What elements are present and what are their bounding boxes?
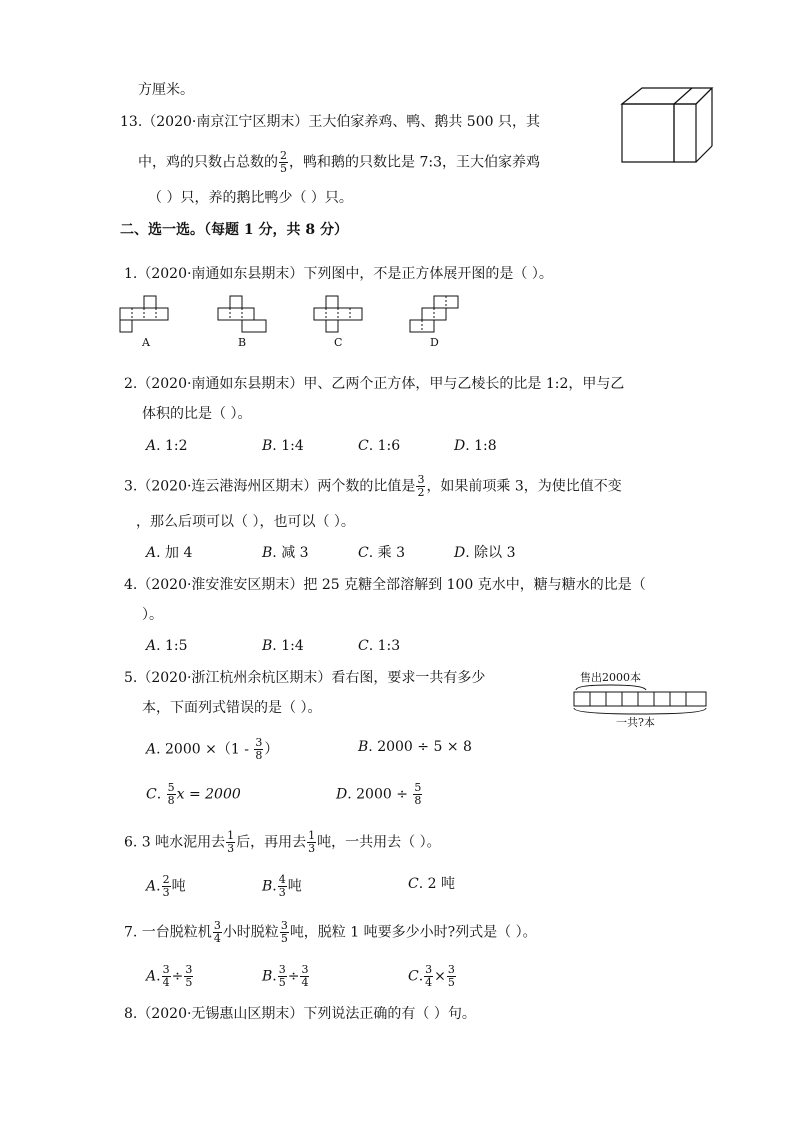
fraction: $\frac{3}{4}$ bbox=[425, 963, 433, 989]
q13-line2: 中，鸡的只数占总数的 $\frac{2}{5}$ ，鸭和鹅的只数比是 7:3，王大伯家养鸡 bbox=[138, 149, 540, 175]
net-label-d: D bbox=[430, 336, 439, 349]
q7-text: 7. 一台脱粒机 $\frac{3}{4}$ 小时脱粒 $\frac{3}{5}$ 吨，脱粒 1 吨要多少小时?列式是（ ）。 bbox=[124, 919, 537, 945]
fraction: $\frac{3}{8}$ bbox=[255, 736, 263, 762]
q7-option-b[interactable]: B. $\frac{3}{5}$ ÷ $\frac{3}{4}$ bbox=[262, 963, 309, 989]
q3-line1: 3.（2020·连云港海州区期末）两个数的比值是 $\frac{3}{2}$ ，如果前项乘 3，为使比值不变 bbox=[124, 473, 622, 499]
q7-option-c[interactable]: C. $\frac{3}{4}$ × $\frac{3}{5}$ bbox=[408, 963, 455, 989]
q8-text: 8.（2020·无锡惠山区期末）下列说法正确的有（ ）句。 bbox=[124, 1006, 476, 1022]
q3-option-b[interactable]: B. 减 3 bbox=[262, 545, 309, 561]
fraction: $\frac{2}{3}$ bbox=[162, 873, 170, 899]
net-label-a: A bbox=[142, 336, 150, 349]
q6-option-b[interactable]: B. $\frac{4}{3}$ 吨 bbox=[262, 873, 302, 899]
q3-option-d[interactable]: D. 除以 3 bbox=[454, 545, 516, 561]
q5-figure-top-label: 售出2000本 bbox=[580, 671, 641, 684]
q6-option-c[interactable]: C. 2 吨 bbox=[408, 876, 455, 892]
q1-text: 1.（2020·南通如东县期末）下列图中，不是正方体展开图的是（ ）。 bbox=[124, 266, 553, 282]
net-c bbox=[314, 296, 362, 332]
q5-line2: 本，下面列式错误的是（ ）。 bbox=[142, 700, 322, 716]
cube-nets bbox=[118, 294, 478, 336]
fraction: $\frac{2}{5}$ bbox=[280, 149, 287, 175]
fraction: $\frac{3}{4}$ bbox=[213, 919, 221, 945]
fraction: $\frac{3}{4}$ bbox=[162, 963, 170, 989]
fraction: $\frac{5}{8}$ bbox=[167, 781, 175, 807]
net-label-c: C bbox=[334, 336, 343, 349]
q4-line2: ）。 bbox=[142, 607, 163, 623]
q5-line1: 5.（2020·浙江杭州余杭区期末）看右图，要求一共有多少 bbox=[124, 670, 486, 686]
q3-option-c[interactable]: C. 乘 3 bbox=[358, 545, 405, 561]
net-b bbox=[218, 296, 266, 332]
q2-line2: 体积的比是（ ）。 bbox=[142, 406, 252, 422]
q13-line3: （ ）只，养的鹅比鸭少（ ）只。 bbox=[148, 190, 353, 206]
q2-option-b[interactable]: B. 1:4 bbox=[262, 438, 304, 454]
q5-figure-bottom-label: 一共?本 bbox=[616, 716, 655, 729]
fraction: $\frac{4}{3}$ bbox=[278, 873, 286, 899]
q4-option-c[interactable]: C. 1:3 bbox=[358, 638, 401, 654]
fraction: $\frac{1}{3}$ bbox=[227, 829, 235, 855]
q3-option-a[interactable]: A. 加 4 bbox=[146, 545, 193, 561]
q6-option-a[interactable]: A. $\frac{2}{3}$ 吨 bbox=[146, 873, 186, 899]
q2-line1: 2.（2020·南通如东县期末）甲、乙两个正方体，甲与乙棱长的比是 1:2，甲与乙 bbox=[124, 376, 625, 392]
q2-option-c[interactable]: C. 1:6 bbox=[358, 438, 401, 454]
fraction: $\frac{3}{5}$ bbox=[280, 919, 288, 945]
net-d bbox=[410, 296, 458, 332]
q13-line1: 13.（2020·南京江宁区期末）王大伯家养鸡、鸭、鹅共 500 只，其 bbox=[120, 114, 540, 130]
q5-option-b[interactable]: B. 2000 ÷ 5 × 8 bbox=[358, 739, 472, 755]
q5-option-a[interactable]: A. 2000 ×（1 - $\frac{3}{8}$ ） bbox=[146, 736, 279, 762]
q4-option-a[interactable]: A. 1:5 bbox=[146, 638, 188, 654]
q4-option-b[interactable]: B. 1:4 bbox=[262, 638, 304, 654]
fraction: $\frac{1}{3}$ bbox=[308, 829, 316, 855]
net-a bbox=[120, 296, 168, 332]
section-2-heading: 二、选一选。（每题 1 分，共 8 分） bbox=[120, 222, 348, 238]
q5-option-c[interactable]: C. $\frac{5}{8}$ x = 2000 bbox=[146, 781, 241, 807]
q7-option-a[interactable]: A. $\frac{3}{4}$ ÷ $\frac{3}{5}$ bbox=[146, 963, 193, 989]
q4-line1: 4.（2020·淮安淮安区期末）把 25 克糖全部溶解到 100 克水中，糖与糖水的比是（ bbox=[124, 577, 646, 593]
q5-option-d[interactable]: D. 2000 ÷ $\frac{5}{8}$ bbox=[336, 781, 422, 807]
fraction: $\frac{3}{5}$ bbox=[185, 963, 193, 989]
q6-text: 6. 3 吨水泥用去 $\frac{1}{3}$ 后，再用去 $\frac{1}{3}$ 吨，一共用去（ ）。 bbox=[124, 829, 441, 855]
fraction: $\frac{3}{2}$ bbox=[417, 473, 425, 499]
net-label-b: B bbox=[238, 336, 247, 349]
fraction: $\frac{5}{8}$ bbox=[414, 781, 422, 807]
fraction: $\frac{3}{5}$ bbox=[447, 963, 455, 989]
q2-option-a[interactable]: A. 1:2 bbox=[146, 438, 188, 454]
q3-line2: ，那么后项可以（ ），也可以（ ）。 bbox=[136, 514, 355, 530]
fraction: $\frac{3}{5}$ bbox=[278, 963, 286, 989]
cuboid-figure bbox=[618, 84, 714, 166]
q2-option-d[interactable]: D. 1:8 bbox=[454, 438, 497, 454]
fraction: $\frac{3}{4}$ bbox=[301, 963, 309, 989]
q12-tail: 方厘米。 bbox=[138, 82, 194, 98]
